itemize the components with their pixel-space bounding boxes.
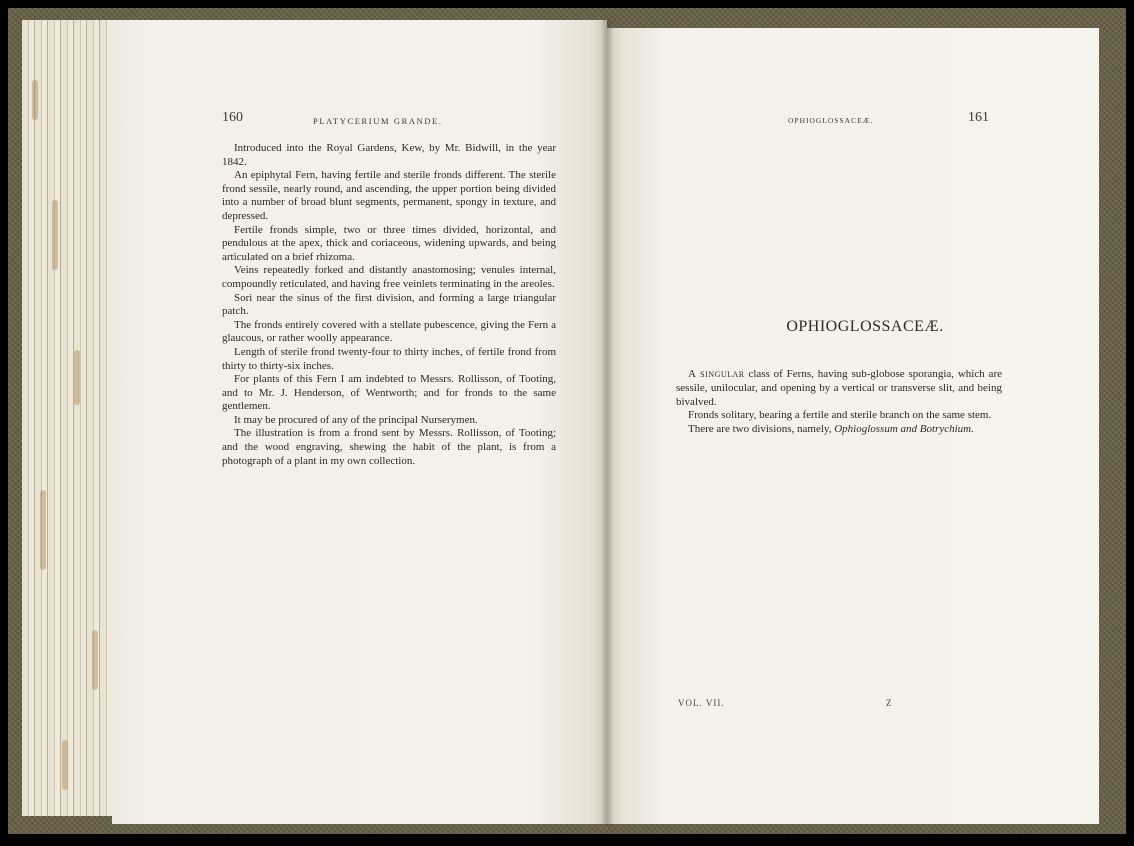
paragraph: Fronds solitary, bearing a fertile and sterile branch on the same stem. bbox=[688, 409, 992, 422]
paragraph bbox=[676, 423, 1002, 437]
paragraph: It may be procured of any of the principal Nurserymen. bbox=[234, 413, 478, 426]
foxing-stain bbox=[92, 630, 98, 690]
paragraph: The fronds entirely covered with a stellate pubescence, giving the Fern a glaucous, or rather woolly appearance. bbox=[222, 318, 556, 345]
paragraph: Veins repeatedly forked and distantly anastomosing; venules internal, compoundly reticulated, and having free veinlets terminating in the areoles. bbox=[222, 264, 556, 290]
foxing-stain bbox=[32, 80, 38, 120]
right-running-head: OPHIOGLOSSACEÆ. bbox=[788, 116, 874, 125]
section-title: OPHIOGLOSSACEÆ. bbox=[786, 318, 944, 335]
paragraph: For plants of this Fern I am indebted to Messrs. Rollisson, of Tooting, and to Mr. J. Henderson, of Wentworth; and for fronds to the same gentlemen. bbox=[222, 373, 556, 413]
foxing-stain bbox=[40, 490, 46, 570]
stacked-page-edges bbox=[22, 20, 122, 816]
foxing-stain bbox=[52, 200, 58, 270]
right-folio: 161 bbox=[968, 110, 989, 125]
paragraph: An epiphytal Fern, having fertile and sterile fronds different. The sterile frond sessile, nearly round, and ascending, the upper portion being divided into a number of broad blunt segments, permanent, spongy in texture, and depressed. bbox=[222, 169, 556, 222]
paragraph-text: There are two divisions, namely, bbox=[688, 423, 835, 436]
paragraph: Fertile fronds simple, two or three times divided, horizontal, and pendulous at the apex, thick and coriaceous, widening upwards, and being articulated on a brief rhizoma. bbox=[222, 223, 556, 263]
paragraph-text: class of Ferns, having sub-globose sporangia, which are sessile, unilocular, and opening by a vertical or transverse slit, and being bivalved. bbox=[676, 368, 1002, 408]
left-page-body bbox=[222, 142, 556, 468]
genus-name: Ophioglossum bbox=[834, 423, 898, 436]
conjunction: and bbox=[897, 423, 920, 436]
paragraph: The illustration is from a frond sent by Messrs. Rollisson, of Tooting; and the wood engraving, shewing the habit of the plant, is from a photograph of a plant in my own collection. bbox=[222, 427, 556, 467]
paragraph: Length of sterile frond twenty-four to thirty inches, of fertile frond from thirty to thirty-six inches. bbox=[222, 345, 556, 372]
lead-small-caps: A singular bbox=[688, 368, 745, 380]
paragraph: Introduced into the Royal Gardens, Kew, by Mr. Bidwill, in the year 1842. bbox=[222, 142, 556, 168]
paragraph bbox=[676, 368, 1002, 409]
left-folio: 160 bbox=[222, 110, 243, 125]
volume-label: VOL. VII. bbox=[678, 698, 725, 708]
left-running-head: PLATYCERIUM GRANDE. bbox=[313, 116, 443, 126]
genus-name: Botrychium. bbox=[919, 423, 974, 436]
signature-mark: Z bbox=[886, 698, 893, 708]
paragraph: Sori near the sinus of the first division, and forming a large triangular patch. bbox=[222, 291, 556, 318]
book-gutter bbox=[600, 20, 614, 826]
foxing-stain bbox=[62, 740, 68, 790]
right-page-body bbox=[676, 368, 1002, 437]
foxing-stain bbox=[74, 350, 80, 405]
